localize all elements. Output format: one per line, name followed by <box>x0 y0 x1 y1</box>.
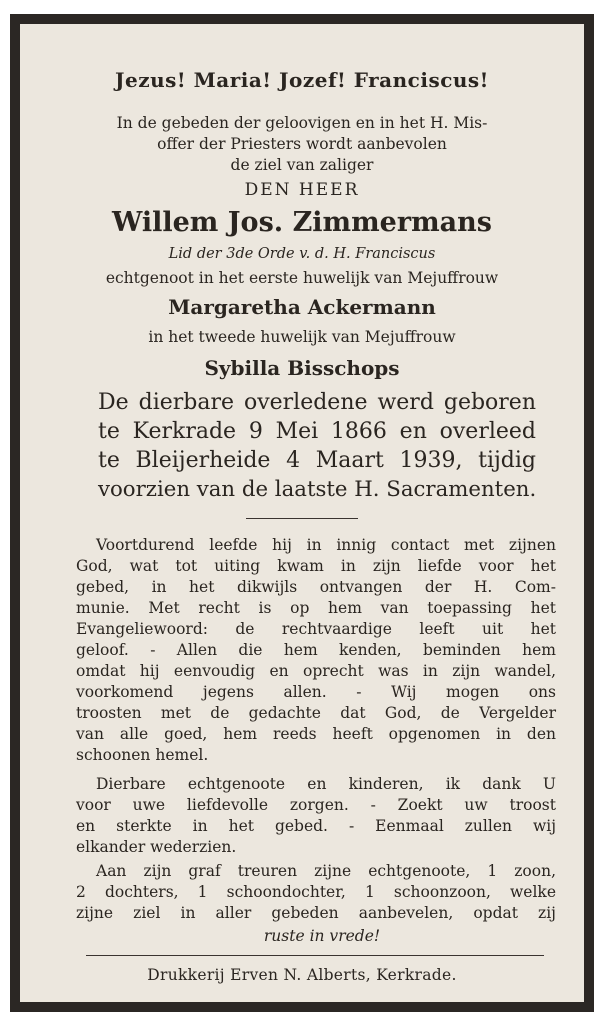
deceased-name: Willem Jos. Zimmermans <box>112 207 492 238</box>
life-line-4: voorzien van de laatste H. Sacramenten. <box>98 477 537 502</box>
paragraph1-line-9: troosten met de gedachte dat God, de Vergelder <box>76 704 556 722</box>
life-line-2: te Kerkrade 9 Mei 1866 en overleed <box>98 419 536 444</box>
paragraph1-line-8: voorkomend jegens allen. - Wij mogen ons <box>76 683 556 701</box>
paragraph2-line-3: en sterkte in het gebed. - Eenmaal zullen wij <box>76 817 556 835</box>
paragraph1-line-4: munie. Met recht is op hem van toepassing het <box>76 599 556 617</box>
paragraph2-line-1: Dierbare echtgenoote en kinderen, ik dank U <box>96 775 556 793</box>
paragraph1-line-7: omdat hij eenvoudig en oprecht was in zijn wandel, <box>76 662 556 680</box>
footer-rule <box>86 955 544 956</box>
paragraph3-line-2: 2 dochters, 1 schoondochter, 1 schoonzoon, welke <box>76 883 556 901</box>
memorial-card <box>10 14 594 1012</box>
intro-line-2: offer der Priesters wordt aanbevolen <box>157 135 447 153</box>
life-line-1: De dierbare overledene werd geboren <box>98 390 536 415</box>
intro-line-3: de ziel van zaliger <box>230 156 374 174</box>
first-spouse-name: Margaretha Ackermann <box>168 295 436 319</box>
paragraph2-line-4: elkander wederzien. <box>76 838 237 856</box>
second-spouse-name: Sybilla Bisschops <box>204 356 400 380</box>
paragraph1-line-6: geloof. - Allen die hem kenden, beminden hem <box>76 641 556 659</box>
paragraph1-line-3: gebed, in het dikwijls ontvangen der H. Com- <box>76 578 556 596</box>
paragraph1-line-10: van alle goed, hem reeds heeft opgenomen in den <box>76 725 556 743</box>
paragraph1-line-1: Voortdurend leefde hij in innig contact met zijnen <box>96 536 556 554</box>
invocation: Jezus! Maria! Jozef! Franciscus! <box>115 68 489 92</box>
salutation: DEN HEER <box>244 180 360 200</box>
paragraph1-line-2: God, wat tot uiting kwam in zijn liefde voor het <box>76 557 556 575</box>
divider <box>246 518 358 519</box>
printer-imprint: Drukkerij Erven N. Alberts, Kerkrade. <box>147 966 457 984</box>
order-membership: Lid der 3de Orde v. d. H. Franciscus <box>168 246 436 262</box>
first-marriage-text: echtgenoot in het eerste huwelijk van Mejuffrouw <box>105 269 499 287</box>
paragraph3-line-1: Aan zijn graf treuren zijne echtgenoote, 1 zoon, <box>96 862 556 880</box>
paragraph1-line-5: Evangeliewoord: de rechtvaardige leeft uit het <box>76 620 556 638</box>
closing-words: ruste in vrede! <box>263 927 381 945</box>
paragraph3-line-3: zijne ziel in aller gebeden aanbevelen, opdat zij <box>76 904 556 922</box>
paragraph2-line-2: voor uwe liefdevolle zorgen. - Zoekt uw troost <box>76 796 556 814</box>
paragraph1-line-11: schoonen hemel. <box>76 746 209 764</box>
intro-line-1: In de gebeden der geloovigen en in het H. Mis- <box>116 114 488 132</box>
second-marriage-text: in het tweede huwelijk van Mejuffrouw <box>148 328 456 346</box>
life-line-3: te Bleijerheide 4 Maart 1939, tijdig <box>98 448 536 473</box>
